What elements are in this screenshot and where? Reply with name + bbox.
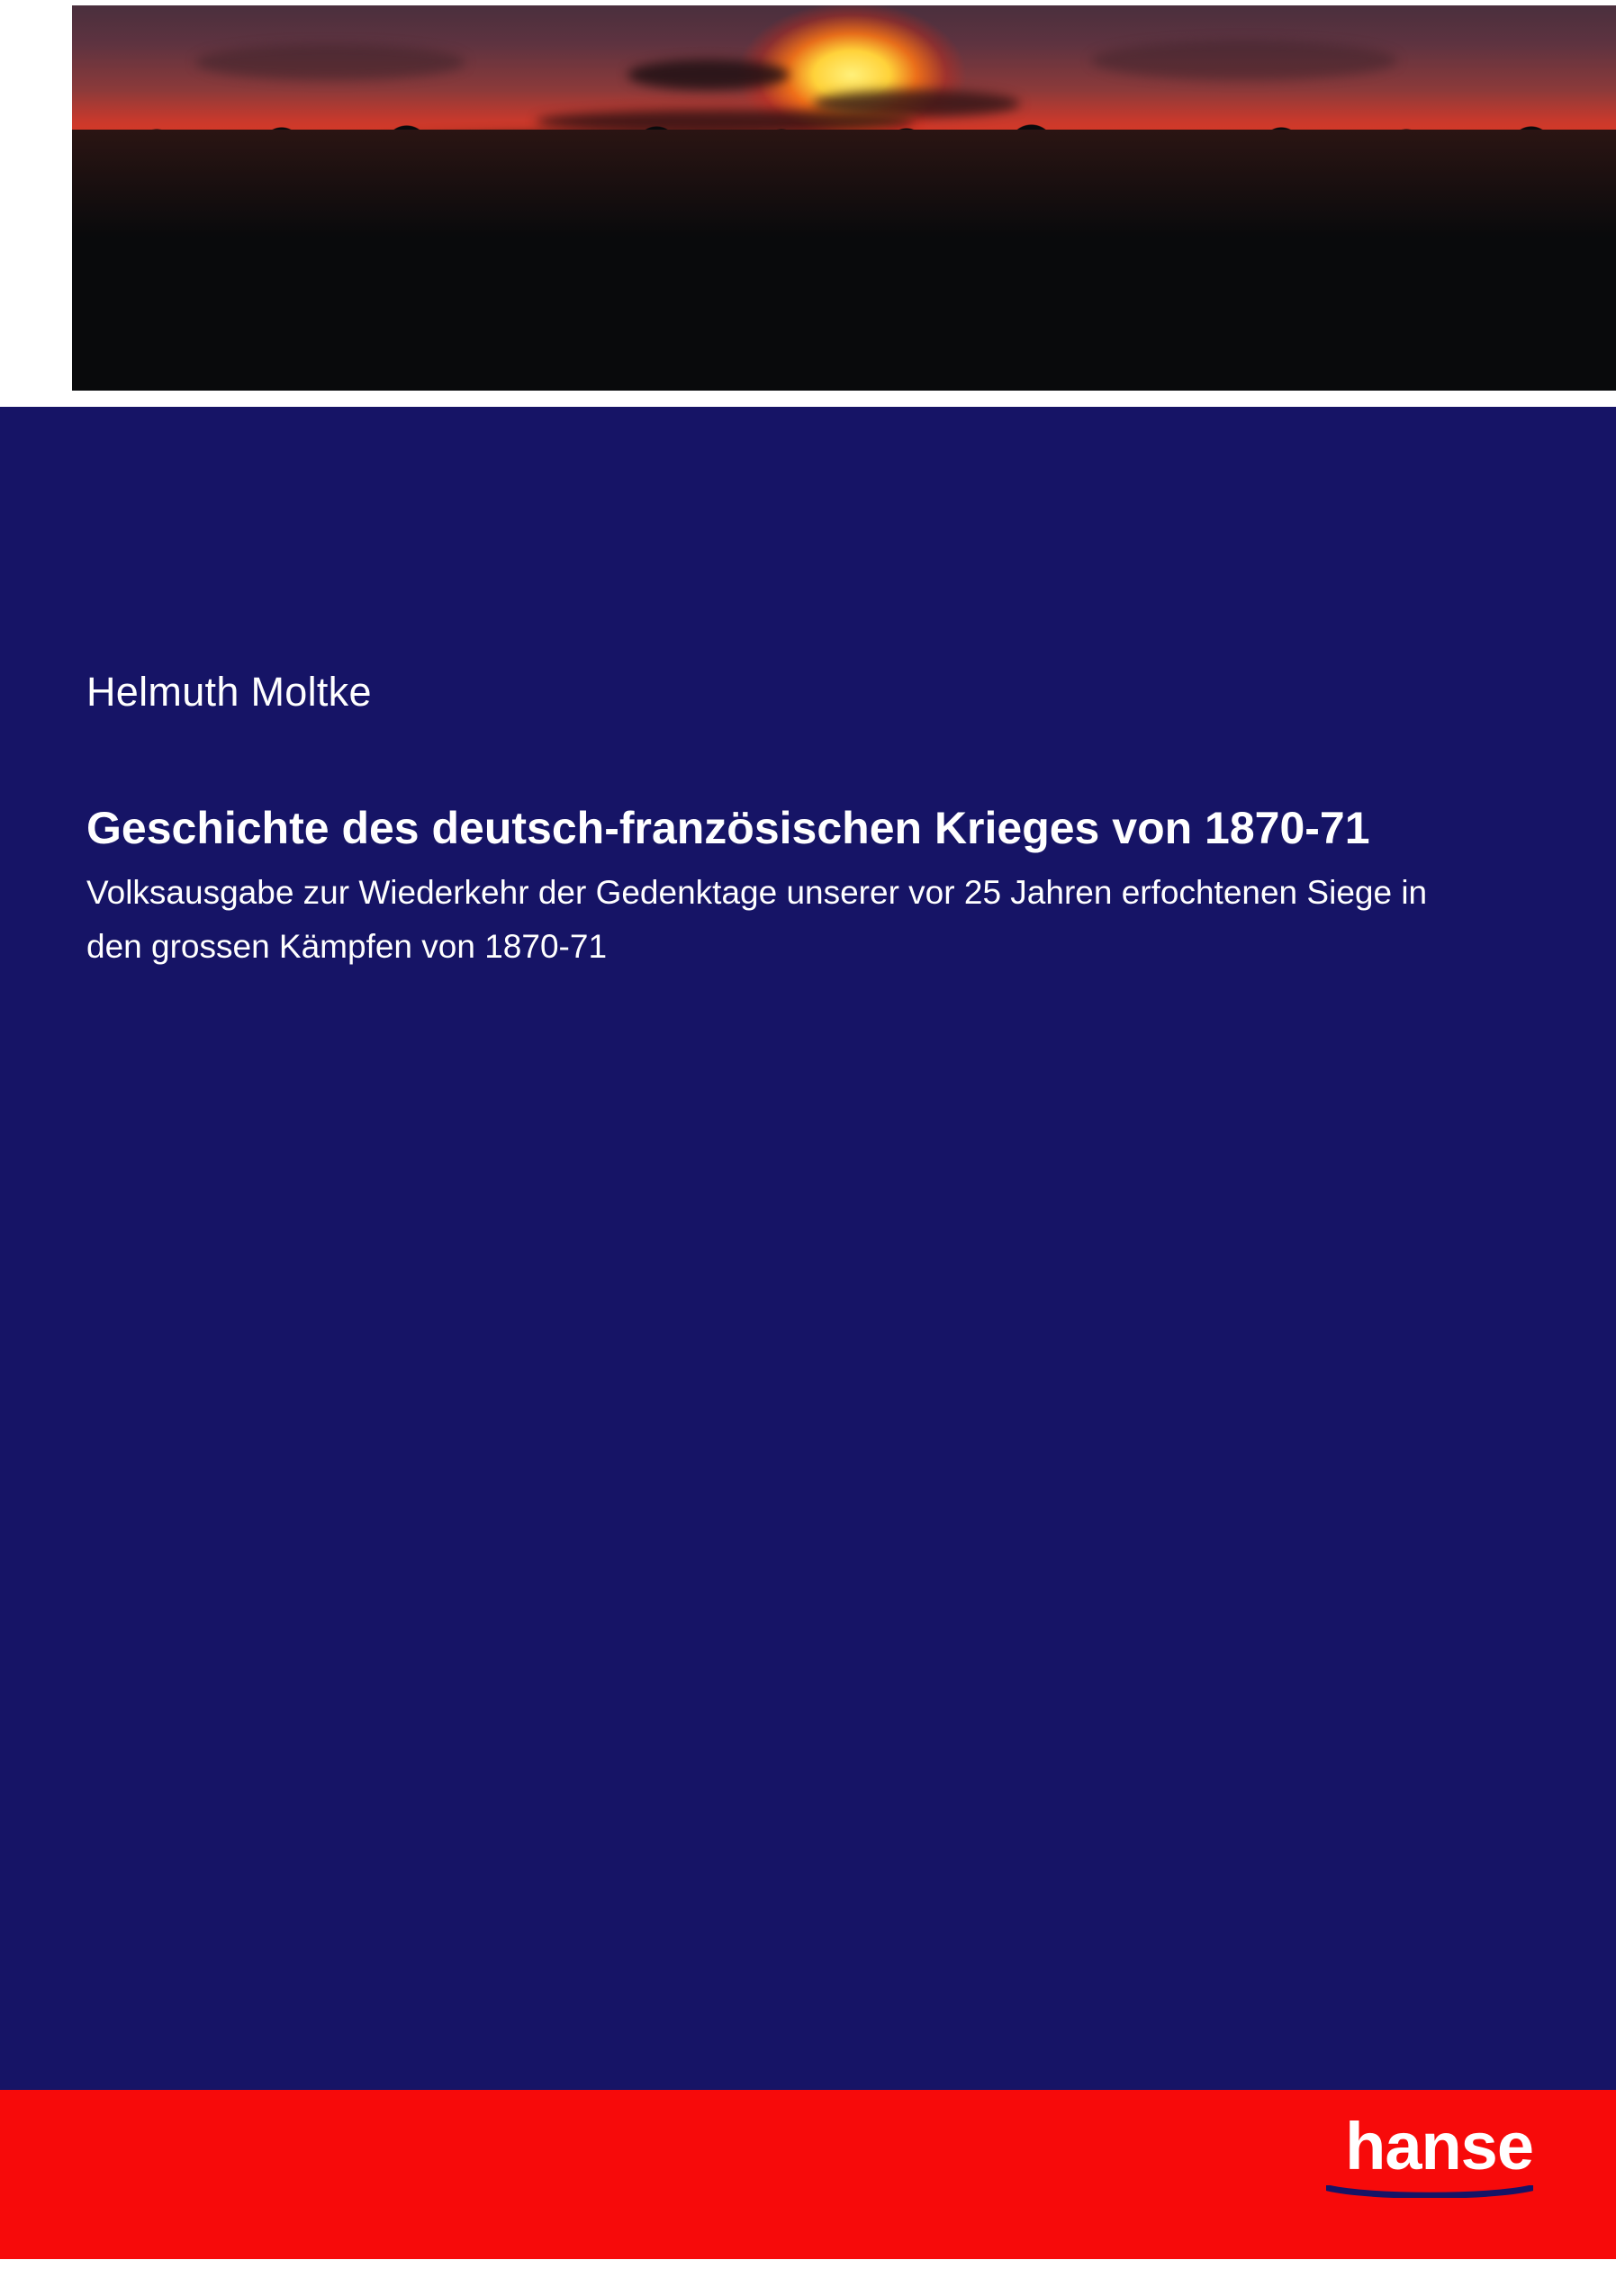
book-title: Geschichte des deutsch-französischen Krieges von 1870-71 (86, 803, 1370, 853)
page-margin-left (0, 0, 72, 407)
forest-haze (72, 130, 1616, 238)
author-name: Helmuth Moltke (86, 669, 372, 715)
cover-photo (72, 5, 1616, 391)
cover-text-block (86, 668, 1473, 974)
photo-bottom-gap (0, 391, 1616, 407)
book-subtitle: Volksausgabe zur Wiederkehr der Gedenktage unserer vor 25 Jahren erfochtenen Siege in den grossen Kämpfen von 1870-71 (86, 874, 1428, 965)
publisher-name: hanse (1345, 2109, 1533, 2183)
hanse-swoosh-icon (1326, 2185, 1533, 2196)
page-margin-bottom (0, 2259, 1616, 2296)
cloud-shape (627, 59, 790, 90)
publisher-logo (1326, 2109, 1533, 2196)
cover-body (0, 407, 1616, 2090)
cloud-shape (195, 44, 465, 80)
treeline-silhouette (72, 130, 1616, 391)
sunset-sky-image (72, 5, 1616, 391)
cloud-shape (1091, 41, 1397, 80)
